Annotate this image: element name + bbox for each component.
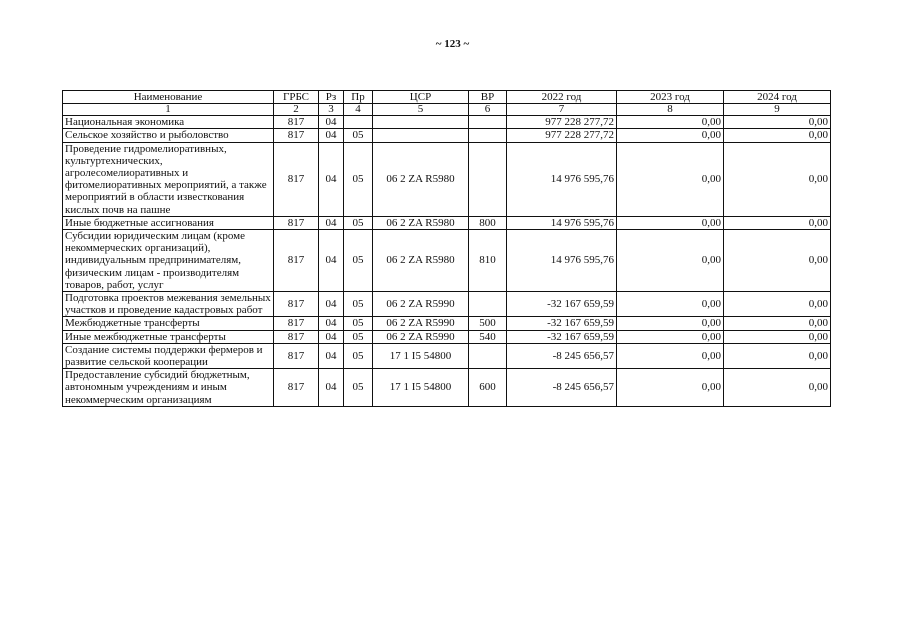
column-number-row xyxy=(63,104,831,116)
column-number: 2 xyxy=(274,104,319,116)
table-row xyxy=(63,116,831,129)
row-pr: 05 xyxy=(344,343,373,368)
row-vr xyxy=(469,129,507,142)
row-pr: 05 xyxy=(344,330,373,343)
header-pr: Пр xyxy=(344,91,373,104)
row-grbs: 817 xyxy=(274,129,319,142)
row-grbs: 817 xyxy=(274,343,319,368)
table-row xyxy=(63,343,831,368)
row-value-2023: 0,00 xyxy=(617,292,724,317)
row-pr: 05 xyxy=(344,142,373,216)
row-vr xyxy=(469,292,507,317)
row-csr xyxy=(373,129,469,142)
row-vr xyxy=(469,343,507,368)
header-2023: 2023 год xyxy=(617,91,724,104)
row-value-2023: 0,00 xyxy=(617,317,724,330)
row-vr: 500 xyxy=(469,317,507,330)
row-value-2024: 0,00 xyxy=(724,317,831,330)
row-name: Проведение гидромелиоративных, культуртехнических, агролесомелиоративных и фитомелиоративных мероприятий, а также мероприятий в области известкования кислых почв на пашне xyxy=(63,142,274,216)
row-csr: 06 2 ZA R5980 xyxy=(373,230,469,292)
column-number: 9 xyxy=(724,104,831,116)
row-name: Национальная экономика xyxy=(63,116,274,129)
row-name: Предоставление субсидий бюджетным, автономным учреждениям и иным некоммерческим организациям xyxy=(63,369,274,407)
row-vr: 800 xyxy=(469,216,507,229)
row-rz: 04 xyxy=(319,216,344,229)
row-grbs: 817 xyxy=(274,317,319,330)
header-row xyxy=(63,91,831,104)
row-value-2023: 0,00 xyxy=(617,369,724,407)
table-row xyxy=(63,216,831,229)
row-value-2023: 0,00 xyxy=(617,330,724,343)
row-rz: 04 xyxy=(319,116,344,129)
table-row xyxy=(63,292,831,317)
header-2024: 2024 год xyxy=(724,91,831,104)
page-number: ~ 123 ~ xyxy=(435,38,470,50)
row-pr: 05 xyxy=(344,216,373,229)
row-value-2022: 977 228 277,72 xyxy=(507,129,617,142)
row-name: Иные межбюджетные трансферты xyxy=(63,330,274,343)
row-pr: 05 xyxy=(344,369,373,407)
row-name: Сельское хозяйство и рыболовство xyxy=(63,129,274,142)
row-value-2022: -32 167 659,59 xyxy=(507,330,617,343)
header-rz: Рз xyxy=(319,91,344,104)
header-2022: 2022 год xyxy=(507,91,617,104)
row-pr xyxy=(344,116,373,129)
row-value-2022: -32 167 659,59 xyxy=(507,317,617,330)
table-row xyxy=(63,129,831,142)
row-name: Субсидии юридическим лицам (кроме некоммерческих организаций), индивидуальным предпринимателям, физическим лицам - производителям товаров, работ, услуг xyxy=(63,230,274,292)
row-rz: 04 xyxy=(319,330,344,343)
row-rz: 04 xyxy=(319,129,344,142)
row-pr: 05 xyxy=(344,317,373,330)
row-name: Подготовка проектов межевания земельных участков и проведение кадастровых работ xyxy=(63,292,274,317)
row-vr: 540 xyxy=(469,330,507,343)
row-value-2022: 14 976 595,76 xyxy=(507,230,617,292)
row-value-2024: 0,00 xyxy=(724,330,831,343)
column-number: 5 xyxy=(373,104,469,116)
row-vr xyxy=(469,116,507,129)
row-value-2023: 0,00 xyxy=(617,129,724,142)
row-value-2022: -32 167 659,59 xyxy=(507,292,617,317)
row-name: Иные бюджетные ассигнования xyxy=(63,216,274,229)
row-grbs: 817 xyxy=(274,216,319,229)
row-rz: 04 xyxy=(319,343,344,368)
table-row xyxy=(63,142,831,216)
row-csr xyxy=(373,116,469,129)
row-grbs: 817 xyxy=(274,369,319,407)
row-pr: 05 xyxy=(344,129,373,142)
row-value-2023: 0,00 xyxy=(617,142,724,216)
header-grbs: ГРБС xyxy=(274,91,319,104)
row-csr: 06 2 ZA R5990 xyxy=(373,330,469,343)
table-row xyxy=(63,317,831,330)
row-rz: 04 xyxy=(319,230,344,292)
row-csr: 17 1 I5 54800 xyxy=(373,369,469,407)
table-row xyxy=(63,230,831,292)
row-rz: 04 xyxy=(319,317,344,330)
row-grbs: 817 xyxy=(274,292,319,317)
row-pr: 05 xyxy=(344,230,373,292)
row-vr: 600 xyxy=(469,369,507,407)
row-value-2024: 0,00 xyxy=(724,369,831,407)
row-rz: 04 xyxy=(319,292,344,317)
row-name: Межбюджетные трансферты xyxy=(63,317,274,330)
table-row xyxy=(63,369,831,407)
row-value-2022: 14 976 595,76 xyxy=(507,142,617,216)
row-grbs: 817 xyxy=(274,230,319,292)
row-grbs: 817 xyxy=(274,116,319,129)
row-rz: 04 xyxy=(319,369,344,407)
column-number: 7 xyxy=(507,104,617,116)
header-csr: ЦСР xyxy=(373,91,469,104)
row-value-2022: 977 228 277,72 xyxy=(507,116,617,129)
row-csr: 06 2 ZA R5990 xyxy=(373,317,469,330)
row-vr: 810 xyxy=(469,230,507,292)
header-vr: ВР xyxy=(469,91,507,104)
row-value-2022: -8 245 656,57 xyxy=(507,343,617,368)
row-grbs: 817 xyxy=(274,330,319,343)
row-value-2024: 0,00 xyxy=(724,129,831,142)
row-value-2024: 0,00 xyxy=(724,216,831,229)
row-pr: 05 xyxy=(344,292,373,317)
row-value-2023: 0,00 xyxy=(617,116,724,129)
row-csr: 17 1 I5 54800 xyxy=(373,343,469,368)
row-value-2024: 0,00 xyxy=(724,230,831,292)
row-value-2023: 0,00 xyxy=(617,216,724,229)
row-csr: 06 2 ZA R5990 xyxy=(373,292,469,317)
row-rz: 04 xyxy=(319,142,344,216)
row-value-2022: -8 245 656,57 xyxy=(507,369,617,407)
column-number: 1 xyxy=(63,104,274,116)
column-number: 6 xyxy=(469,104,507,116)
column-number: 8 xyxy=(617,104,724,116)
row-name: Создание системы поддержки фермеров и развитие сельской кооперации xyxy=(63,343,274,368)
row-vr xyxy=(469,142,507,216)
row-value-2023: 0,00 xyxy=(617,230,724,292)
row-value-2024: 0,00 xyxy=(724,292,831,317)
row-value-2023: 0,00 xyxy=(617,343,724,368)
row-value-2024: 0,00 xyxy=(724,142,831,216)
row-grbs: 817 xyxy=(274,142,319,216)
row-csr: 06 2 ZA R5980 xyxy=(373,142,469,216)
row-value-2022: 14 976 595,76 xyxy=(507,216,617,229)
row-value-2024: 0,00 xyxy=(724,116,831,129)
budget-table xyxy=(62,90,831,407)
column-number: 3 xyxy=(319,104,344,116)
row-value-2024: 0,00 xyxy=(724,343,831,368)
row-csr: 06 2 ZA R5980 xyxy=(373,216,469,229)
header-name: Наименование xyxy=(63,91,274,104)
table-row xyxy=(63,330,831,343)
column-number: 4 xyxy=(344,104,373,116)
